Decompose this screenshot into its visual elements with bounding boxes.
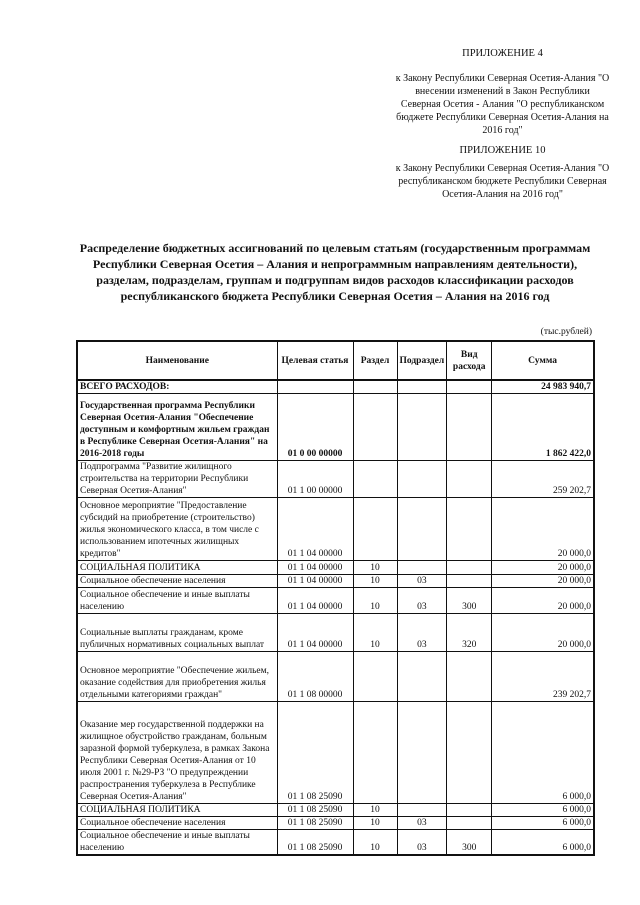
section-cell xyxy=(353,652,397,702)
sum-cell: 6 000,0 xyxy=(492,817,594,830)
sum-cell: 1 862 422,0 xyxy=(492,394,594,461)
type-cell xyxy=(447,561,492,575)
subsection-cell: 03 xyxy=(397,830,447,856)
subsection-cell xyxy=(397,380,447,394)
section-cell: 10 xyxy=(353,575,397,588)
subsection-cell: 03 xyxy=(397,614,447,652)
appendix4-text: к Закону Республики Северная Осетия-Алания "О внесении изменений в Закон Республики Северная Осетия - Алания "О республиканском бюджете Республики Северная Осетия-Алания на 2016 год" xyxy=(395,73,610,136)
name-cell: Социальное обеспечение и иные выплаты населению xyxy=(77,588,277,614)
sum-cell: 20 000,0 xyxy=(492,614,594,652)
section-cell: 10 xyxy=(353,561,397,575)
target-cell: 01 1 08 25090 xyxy=(277,702,353,804)
appendix4-heading: ПРИЛОЖЕНИЕ 4 xyxy=(462,48,543,59)
subsection-cell xyxy=(397,652,447,702)
target-cell: 01 1 04 00000 xyxy=(277,575,353,588)
table-row xyxy=(77,804,594,817)
target-cell: 01 1 08 25090 xyxy=(277,830,353,856)
subsection-cell: 03 xyxy=(397,817,447,830)
type-cell xyxy=(447,394,492,461)
name-cell: Социальное обеспечение и иные выплаты населению xyxy=(77,830,277,856)
header-sum: Сумма xyxy=(492,341,594,380)
name-cell: Основное мероприятие "Обеспечение жильем, оказание содействия для приобретения жилья отдельными категориями граждан" xyxy=(77,652,277,702)
appendix10-heading: ПРИЛОЖЕНИЕ 10 xyxy=(459,145,546,156)
table-row xyxy=(77,575,594,588)
sum-cell: 24 983 940,7 xyxy=(492,380,594,394)
subsection-cell xyxy=(397,561,447,575)
name-cell: ВСЕГО РАСХОДОВ: xyxy=(77,380,277,394)
name-cell: СОЦИАЛЬНАЯ ПОЛИТИКА xyxy=(77,561,277,575)
section-cell: 10 xyxy=(353,830,397,856)
type-cell: 320 xyxy=(447,614,492,652)
section-cell: 10 xyxy=(353,804,397,817)
section-cell xyxy=(353,702,397,804)
name-cell: Основное мероприятие "Предоставление субсидий на приобретение (строительство) жилья экономического класса, в том числе с использованием ипотечных жилищных кредитов" xyxy=(77,498,277,561)
section-cell xyxy=(353,380,397,394)
table-row xyxy=(77,614,594,652)
table-header xyxy=(77,341,594,380)
target-cell: 01 1 08 25090 xyxy=(277,804,353,817)
target-cell: 01 0 00 00000 xyxy=(277,394,353,461)
section-cell: 10 xyxy=(353,817,397,830)
document-title: Распределение бюджетных ассигнований по целевым статьям (государственным программам Республики Северная Осетия – Алания и непрограммным направлениям деятельности), разделам, подразделам, группам и подгруппам видов расходов классификации расходов республиканского бюджета Республики Северная Осетия – Алания на 2016 год xyxy=(79,241,591,303)
section-cell xyxy=(353,498,397,561)
header-subsection: Подраздел xyxy=(397,341,447,380)
target-cell: 01 1 04 00000 xyxy=(277,614,353,652)
budget-table xyxy=(76,340,595,856)
table-row xyxy=(77,380,594,394)
target-cell: 01 1 04 00000 xyxy=(277,498,353,561)
table-row xyxy=(77,461,594,498)
section-cell: 10 xyxy=(353,588,397,614)
type-cell xyxy=(447,652,492,702)
type-cell xyxy=(447,380,492,394)
type-cell: 300 xyxy=(447,830,492,856)
target-cell: 01 1 04 00000 xyxy=(277,561,353,575)
type-cell xyxy=(447,702,492,804)
subsection-cell xyxy=(397,394,447,461)
target-cell: 01 1 08 00000 xyxy=(277,652,353,702)
sum-cell: 20 000,0 xyxy=(492,498,594,561)
subsection-cell xyxy=(397,702,447,804)
sum-cell: 6 000,0 xyxy=(492,830,594,856)
section-cell: 10 xyxy=(353,614,397,652)
subsection-cell xyxy=(397,498,447,561)
subsection-cell xyxy=(397,461,447,498)
name-cell: Оказание мер государственной поддержки на жилищное обустройство гражданам, больным заразной формой туберкулеза, в рамках Закона Республики Северная Осетия-Алания от 10 июля 2001 г. №29-РЗ "О предупреждении распространения туберкулеза в Республике Северная Осетия-Алания" xyxy=(77,702,277,804)
table-row xyxy=(77,394,594,461)
target-cell: 01 1 00 00000 xyxy=(277,461,353,498)
name-cell: Государственная программа Республики Северная Осетия-Алания "Обеспечение доступным и комфортным жильем граждан в Республике Северная Осетия-Алания" на 2016-2018 годы xyxy=(77,394,277,461)
name-cell: Подпрограмма "Развитие жилищного строительства на территории Республики Северная Осетия-Алания" xyxy=(77,461,277,498)
subsection-cell: 03 xyxy=(397,588,447,614)
table-row xyxy=(77,652,594,702)
name-cell: Социальное обеспечение населения xyxy=(77,817,277,830)
type-cell xyxy=(447,461,492,498)
header-type: Вид расхода xyxy=(447,341,492,380)
type-cell xyxy=(447,498,492,561)
sum-cell: 20 000,0 xyxy=(492,561,594,575)
sum-cell: 259 202,7 xyxy=(492,461,594,498)
target-cell: 01 1 08 25090 xyxy=(277,817,353,830)
section-cell xyxy=(353,394,397,461)
sum-cell: 20 000,0 xyxy=(492,588,594,614)
sum-cell: 20 000,0 xyxy=(492,575,594,588)
subsection-cell: 03 xyxy=(397,575,447,588)
type-cell xyxy=(447,575,492,588)
table-row xyxy=(77,561,594,575)
target-cell xyxy=(277,380,353,394)
name-cell: Социальное обеспечение населения xyxy=(77,575,277,588)
sum-cell: 6 000,0 xyxy=(492,702,594,804)
table-row xyxy=(77,817,594,830)
type-cell: 300 xyxy=(447,588,492,614)
target-cell: 01 1 04 00000 xyxy=(277,588,353,614)
header-target: Целевая статья xyxy=(277,341,353,380)
name-cell: СОЦИАЛЬНАЯ ПОЛИТИКА xyxy=(77,804,277,817)
type-cell xyxy=(447,804,492,817)
sum-cell: 6 000,0 xyxy=(492,804,594,817)
type-cell xyxy=(447,817,492,830)
appendix10-text: к Закону Республики Северная Осетия-Алания "О республиканском бюджете Республики Северная Осетия-Алания на 2016 год" xyxy=(395,163,610,200)
header-section: Раздел xyxy=(353,341,397,380)
name-cell: Социальные выплаты гражданам, кроме публичных нормативных социальных выплат xyxy=(77,614,277,652)
sum-cell: 239 202,7 xyxy=(492,652,594,702)
table-row xyxy=(77,830,594,856)
units-label: (тыс.рублей) xyxy=(540,327,592,337)
table-row xyxy=(77,588,594,614)
table-row xyxy=(77,702,594,804)
table-row xyxy=(77,498,594,561)
header-name: Наименование xyxy=(77,341,277,380)
section-cell xyxy=(353,461,397,498)
subsection-cell xyxy=(397,804,447,817)
